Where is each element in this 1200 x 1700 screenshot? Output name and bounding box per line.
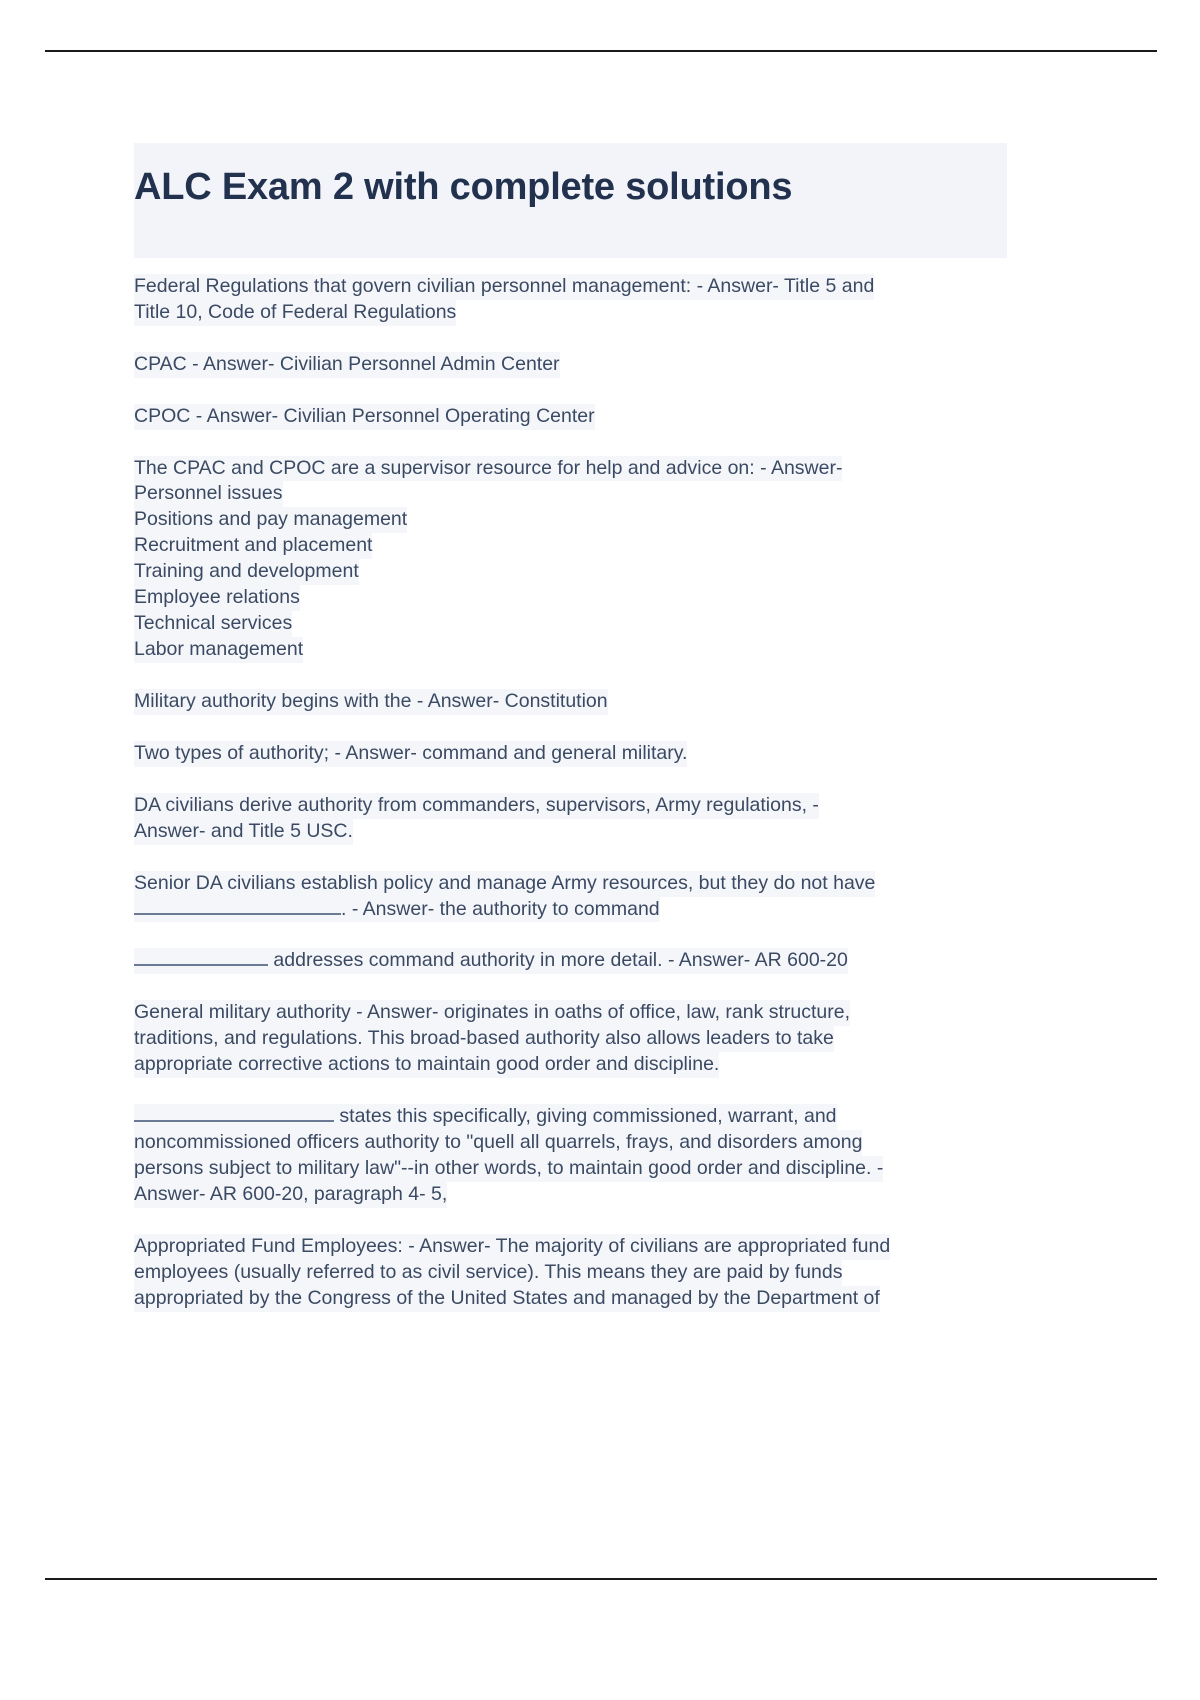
document-content bbox=[134, 143, 1014, 1312]
text-line: Labor management bbox=[134, 637, 303, 663]
text-line-with-blank bbox=[134, 897, 660, 923]
fill-in-blank bbox=[134, 913, 341, 915]
document-body bbox=[134, 274, 1014, 1312]
text-line: Employee relations bbox=[134, 585, 300, 611]
text-line: appropriate corrective actions to maintain good order and discipline. bbox=[134, 1052, 719, 1078]
paragraph-general-military-authority bbox=[134, 1000, 850, 1078]
text-line: CPAC - Answer- Civilian Personnel Admin Center bbox=[134, 352, 560, 378]
text-line: DA civilians derive authority from commanders, supervisors, Army regulations, - bbox=[134, 793, 819, 819]
paragraph-addresses-command-authority bbox=[134, 948, 848, 974]
paragraph-appropriated-fund-employees bbox=[134, 1234, 890, 1312]
blank-answer-text: addresses command authority in more detail. - Answer- AR 600-20 bbox=[268, 949, 848, 972]
title-band bbox=[134, 143, 1007, 258]
paragraph-military-authority-begins bbox=[134, 689, 608, 715]
text-line: persons subject to military law"--in other words, to maintain good order and discipline. - bbox=[134, 1156, 883, 1182]
fill-in-blank bbox=[134, 1120, 334, 1122]
paragraph-cpac bbox=[134, 352, 560, 378]
paragraph-cpac-cpoc-resource bbox=[134, 456, 842, 663]
text-line: Technical services bbox=[134, 611, 292, 637]
text-line: The CPAC and CPOC are a supervisor resource for help and advice on: - Answer- bbox=[134, 456, 842, 482]
paragraph-cpoc bbox=[134, 404, 595, 430]
text-line: Title 10, Code of Federal Regulations bbox=[134, 300, 456, 326]
text-line: Appropriated Fund Employees: - Answer- The majority of civilians are appropriated fund bbox=[134, 1234, 890, 1260]
paragraph-two-types-authority bbox=[134, 741, 687, 767]
paragraph-senior-da-civilians bbox=[134, 871, 875, 923]
text-line: Personnel issues bbox=[134, 481, 283, 507]
text-line-with-blank bbox=[134, 1104, 837, 1130]
bottom-horizontal-rule bbox=[45, 1578, 1157, 1580]
paragraph-states-this-specifically bbox=[134, 1104, 883, 1208]
top-horizontal-rule bbox=[45, 50, 1157, 52]
blank-answer-text: . - Answer- the authority to command bbox=[341, 897, 660, 920]
text-line-with-blank bbox=[134, 948, 848, 974]
text-line: noncommissioned officers authority to "quell all quarrels, frays, and disorders among bbox=[134, 1130, 862, 1156]
page-title: ALC Exam 2 with complete solutions bbox=[134, 157, 1007, 216]
text-line: traditions, and regulations. This broad-based authority also allows leaders to take bbox=[134, 1026, 834, 1052]
paragraph-da-civilians-derive bbox=[134, 793, 819, 845]
text-line: Answer- and Title 5 USC. bbox=[134, 819, 353, 845]
text-line: Positions and pay management bbox=[134, 507, 407, 533]
text-line: appropriated by the Congress of the United States and managed by the Department of bbox=[134, 1286, 880, 1312]
text-line: General military authority - Answer- originates in oaths of office, law, rank structure, bbox=[134, 1000, 850, 1026]
text-line: CPOC - Answer- Civilian Personnel Operating Center bbox=[134, 404, 595, 430]
text-line: employees (usually referred to as civil service). This means they are paid by funds bbox=[134, 1260, 842, 1286]
text-line: Two types of authority; - Answer- command and general military. bbox=[134, 741, 687, 767]
text-line: Senior DA civilians establish policy and manage Army resources, but they do not have bbox=[134, 871, 875, 897]
text-line: Federal Regulations that govern civilian personnel management: - Answer- Title 5 and bbox=[134, 274, 874, 300]
blank-answer-text: states this specifically, giving commissioned, warrant, and bbox=[334, 1105, 837, 1128]
fill-in-blank bbox=[134, 964, 268, 966]
paragraph-federal-regulations bbox=[134, 274, 874, 326]
text-line: Training and development bbox=[134, 559, 359, 585]
text-line: Military authority begins with the - Answer- Constitution bbox=[134, 689, 608, 715]
text-line: Answer- AR 600-20, paragraph 4- 5, bbox=[134, 1182, 447, 1208]
text-line: Recruitment and placement bbox=[134, 533, 372, 559]
